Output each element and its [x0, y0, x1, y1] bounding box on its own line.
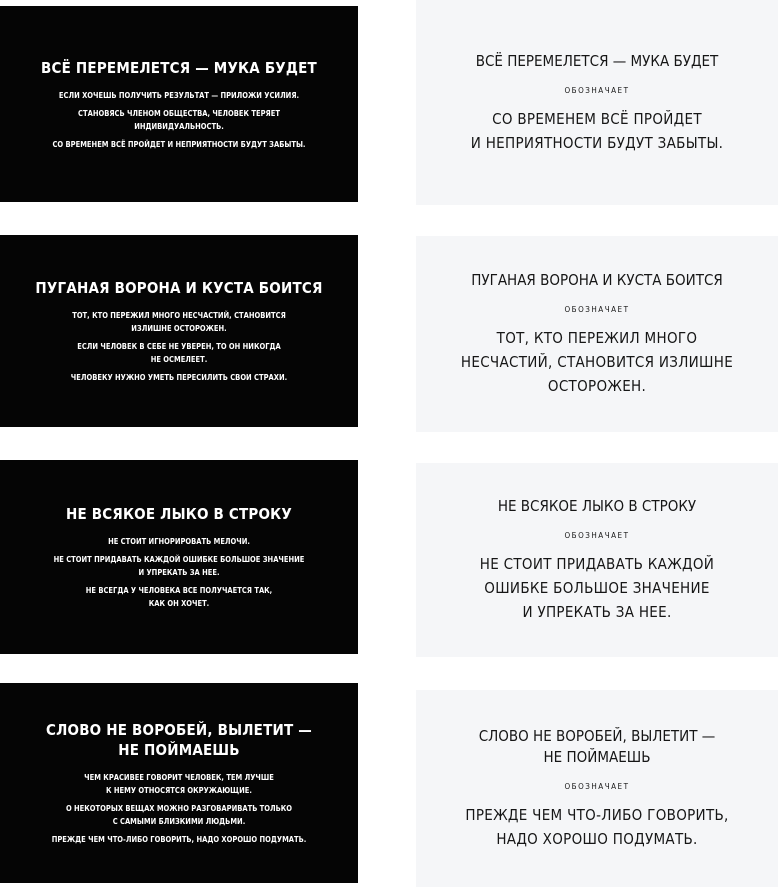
meaning-line: И УПРЕКАТЬ ЗА НЕЕ. — [522, 603, 672, 621]
card-title-line: ПУГАНАЯ ВОРОНА И КУСТА БОИТСЯ — [35, 279, 323, 297]
question-card-2 — [0, 235, 358, 427]
option-text — [66, 802, 292, 828]
meaning-line: НЕСЧАСТИЙ, СТАНОВИТСЯ ИЗЛИШНЕ — [460, 353, 734, 371]
card-title — [66, 504, 292, 524]
option-line: И УПРЕКАТЬ ЗА НЕЕ. — [138, 568, 220, 577]
card-title-line: НЕ ВСЯКОЕ ЛЫКО В СТРОКУ — [65, 505, 293, 523]
option-line: ЧЕМ КРАСИВЕЕ ГОВОРИТ ЧЕЛОВЕК, ТЕМ ЛУЧШЕ — [84, 773, 274, 782]
meaning-line: ТОТ, КТО ПЕРЕЖИЛ МНОГО — [496, 329, 698, 347]
option-line: КАК ОН ХОЧЕТ. — [148, 599, 210, 608]
question-card-1 — [0, 6, 358, 202]
option-line: ТОТ, КТО ПЕРЕЖИЛ МНОГО НЕСЧАСТИЙ, СТАНОВИТСЯ — [72, 311, 286, 320]
card-title-line: ВСЁ ПЕРЕМЕЛЕТСЯ — МУКА БУДЕТ — [41, 58, 317, 77]
meaning-text — [480, 552, 714, 624]
option-line: О НЕКОТОРЫХ ВЕЩАХ МОЖНО РАЗГОВАРИВАТЬ ТОЛЬКО — [65, 804, 293, 813]
option-text — [59, 89, 299, 102]
option-text — [54, 553, 305, 579]
option-line: К НЕМУ ОТНОСЯТСЯ ОКРУЖАЮЩИЕ. — [106, 786, 252, 795]
option-line: ЕСЛИ ЧЕЛОВЕК В СЕБЕ НЕ УВЕРЕН, ТО ОН НИКОГДА — [77, 342, 281, 351]
card-title-line: ПУГАНАЯ ВОРОНА И КУСТА БОИТСЯ — [471, 271, 723, 289]
meaning-text — [461, 326, 733, 398]
option-line: ЕСЛИ ХОЧЕШЬ ПОЛУЧИТЬ РЕЗУЛЬТАТ — ПРИЛОЖИ УСИЛИЯ. — [58, 90, 300, 100]
option-text — [78, 107, 280, 133]
option-line: СТАНОВЯСЬ ЧЛЕНОМ ОБЩЕСТВА, ЧЕЛОВЕК ТЕРЯЕТ — [78, 108, 280, 118]
option-line: ЧЕЛОВЕКУ НУЖНО УМЕТЬ ПЕРЕСИЛИТЬ СВОИ СТРАХИ. — [70, 373, 288, 382]
card-title-line: НЕ ВСЯКОЕ ЛЫКО В СТРОКУ — [497, 497, 697, 515]
option-text — [86, 584, 273, 610]
card-title-line: ВСЁ ПЕРЕМЕЛЕТСЯ — МУКА БУДЕТ — [475, 51, 719, 70]
option-line: СО ВРЕМЕНЕМ ВСЁ ПРОЙДЕТ И НЕПРИЯТНОСТИ БУДУТ ЗАБЫТЫ. — [52, 139, 306, 149]
answer-card-4 — [416, 690, 778, 887]
card-title — [498, 496, 696, 517]
card-title-line: НЕ ПОЙМАЕШЬ — [118, 741, 240, 759]
answer-card-1 — [416, 0, 778, 205]
meaning-label: ОБОЗНАЧАЕТ — [564, 85, 630, 95]
question-card-4 — [0, 683, 358, 883]
option-line: С САМЫМИ БЛИЗКИМИ ЛЮДЬМИ. — [112, 817, 246, 826]
card-title-line: НЕ ПОЙМАЕШЬ — [543, 748, 651, 766]
card-title — [35, 278, 322, 298]
meaning-label: ОБОЗНАЧАЕТ — [564, 782, 630, 791]
meaning-label: ОБОЗНАЧАЕТ — [564, 531, 630, 540]
option-line: НЕ ОСМЕЛЕЕТ. — [150, 355, 208, 364]
card-title — [46, 720, 312, 760]
option-text — [84, 771, 274, 797]
card-title — [476, 51, 719, 72]
meaning-line: СО ВРЕМЕНЕМ ВСЁ ПРОЙДЕТ — [492, 109, 702, 128]
option-text — [52, 833, 307, 846]
meaning-line: ОСТОРОЖЕН. — [547, 377, 647, 395]
meaning-text — [465, 803, 728, 851]
question-card-3 — [0, 460, 358, 654]
option-line: ИНДИВИДУАЛЬНОСТЬ. — [134, 121, 224, 131]
card-title — [479, 726, 716, 768]
card-title — [471, 270, 723, 291]
card-title-line: СЛОВО НЕ ВОРОБЕЙ, ВЫЛЕТИТ — — [46, 721, 312, 739]
card-title-line: СЛОВО НЕ ВОРОБЕЙ, ВЫЛЕТИТ — — [478, 727, 716, 745]
meaning-label: ОБОЗНАЧАЕТ — [564, 305, 630, 314]
meaning-text — [471, 107, 724, 155]
answer-card-3 — [416, 463, 778, 657]
option-text — [77, 340, 281, 366]
card-title — [41, 58, 317, 78]
option-text — [71, 371, 287, 384]
meaning-line: НЕ СТОИТ ПРИДАВАТЬ КАЖДОЙ — [479, 555, 715, 573]
option-line: НЕ СТОИТ ПРИДАВАТЬ КАЖДОЙ ОШИБКЕ БОЛЬШОЕ ЗНАЧЕНИЕ — [53, 555, 305, 564]
answer-card-2 — [416, 236, 778, 432]
option-text — [108, 535, 250, 548]
option-text — [52, 138, 305, 151]
option-text — [72, 309, 286, 335]
option-line: ИЗЛИШНЕ ОСТОРОЖЕН. — [131, 324, 227, 333]
option-line: НЕ ВСЕГДА У ЧЕЛОВЕКА ВСЕ ПОЛУЧАЕТСЯ ТАК, — [85, 586, 273, 595]
meaning-line: ПРЕЖДЕ ЧЕМ ЧТО-ЛИБО ГОВОРИТЬ, — [465, 806, 729, 824]
option-line: НЕ СТОИТ ИГНОРИРОВАТЬ МЕЛОЧИ. — [108, 537, 250, 546]
meaning-line: НАДО ХОРОШО ПОДУМАТЬ. — [496, 830, 698, 848]
meaning-line: ОШИБКЕ БОЛЬШОЕ ЗНАЧЕНИЕ — [484, 579, 710, 597]
option-line: ПРЕЖДЕ ЧЕМ ЧТО-ЛИБО ГОВОРИТЬ, НАДО ХОРОШО ПОДУМАТЬ. — [51, 835, 307, 844]
meaning-line: И НЕПРИЯТНОСТИ БУДУТ ЗАБЫТЫ. — [470, 133, 724, 152]
